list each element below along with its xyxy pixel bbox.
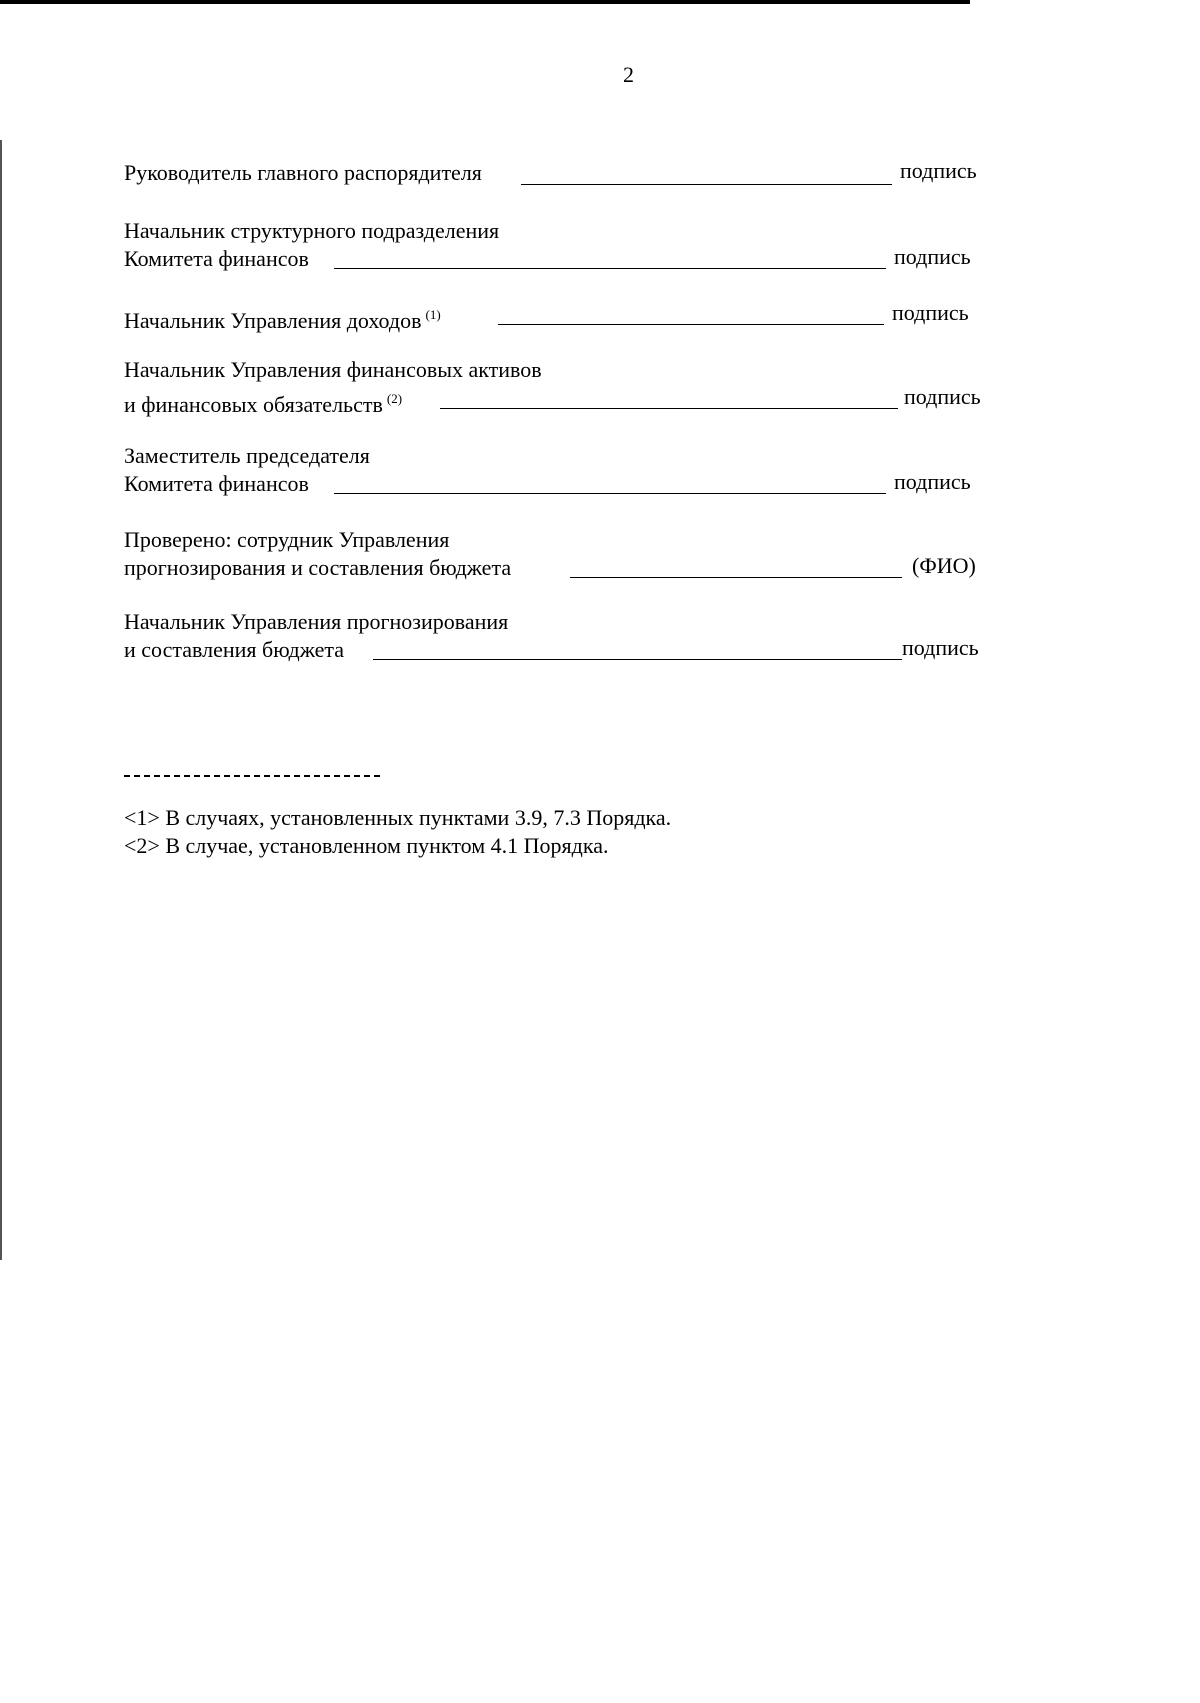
signature-caption: подпись (904, 384, 981, 409)
signature-line[interactable] (521, 184, 892, 185)
signature-label-line2: Комитета финансов (124, 246, 309, 271)
signature-line[interactable] (498, 324, 884, 325)
signature-label-line1: Заместитель председателя (124, 443, 370, 468)
scan-edge-top (0, 0, 970, 4)
signature-caption: подпись (892, 300, 969, 325)
signature-label-line1: Начальник Управления прогнозирования (124, 609, 509, 634)
signature-label-line2: прогнозирования и составления бюджета (124, 555, 512, 580)
signature-line[interactable] (440, 408, 898, 409)
signature-label-line1: Начальник Управления финансовых активов (124, 357, 542, 382)
footnote-1: <1> В случаях, установленных пунктами 3.9, 7.3 Порядка. (124, 805, 672, 830)
footnote-ref-1: (1) (425, 307, 441, 322)
signature-line[interactable] (334, 268, 886, 269)
page-number: 2 (623, 62, 634, 87)
signature-label-line2 (124, 386, 403, 417)
footnote-2: <2> В случае, установленном пунктом 4.1 Порядка. (124, 833, 609, 858)
name-line[interactable] (570, 577, 902, 578)
signature-label-line2: Комитета финансов (124, 471, 309, 496)
name-caption: (ФИО) (912, 553, 976, 578)
footnote-ref-2: (2) (386, 391, 403, 406)
label-text: и финансовых обязательств (124, 392, 383, 417)
signature-caption: подпись (894, 244, 971, 269)
signature-label-head-of-revenue (124, 302, 441, 333)
signature-caption: подпись (894, 469, 971, 494)
signature-line[interactable] (334, 493, 886, 494)
signature-caption: подпись (902, 635, 979, 660)
label-text: Начальник Управления доходов (124, 308, 422, 333)
signature-label-line1: Начальник структурного подразделения (124, 218, 500, 243)
signature-label-head-of-main-manager: Руководитель главного распорядителя (124, 160, 482, 185)
signature-label-line1: Проверено: сотрудник Управления (124, 527, 450, 552)
footnote-separator (124, 775, 380, 777)
signature-line[interactable] (373, 659, 902, 660)
scan-edge-left (0, 140, 2, 1260)
signature-caption: подпись (900, 158, 977, 183)
signature-label-line2: и составления бюджета (124, 637, 345, 662)
